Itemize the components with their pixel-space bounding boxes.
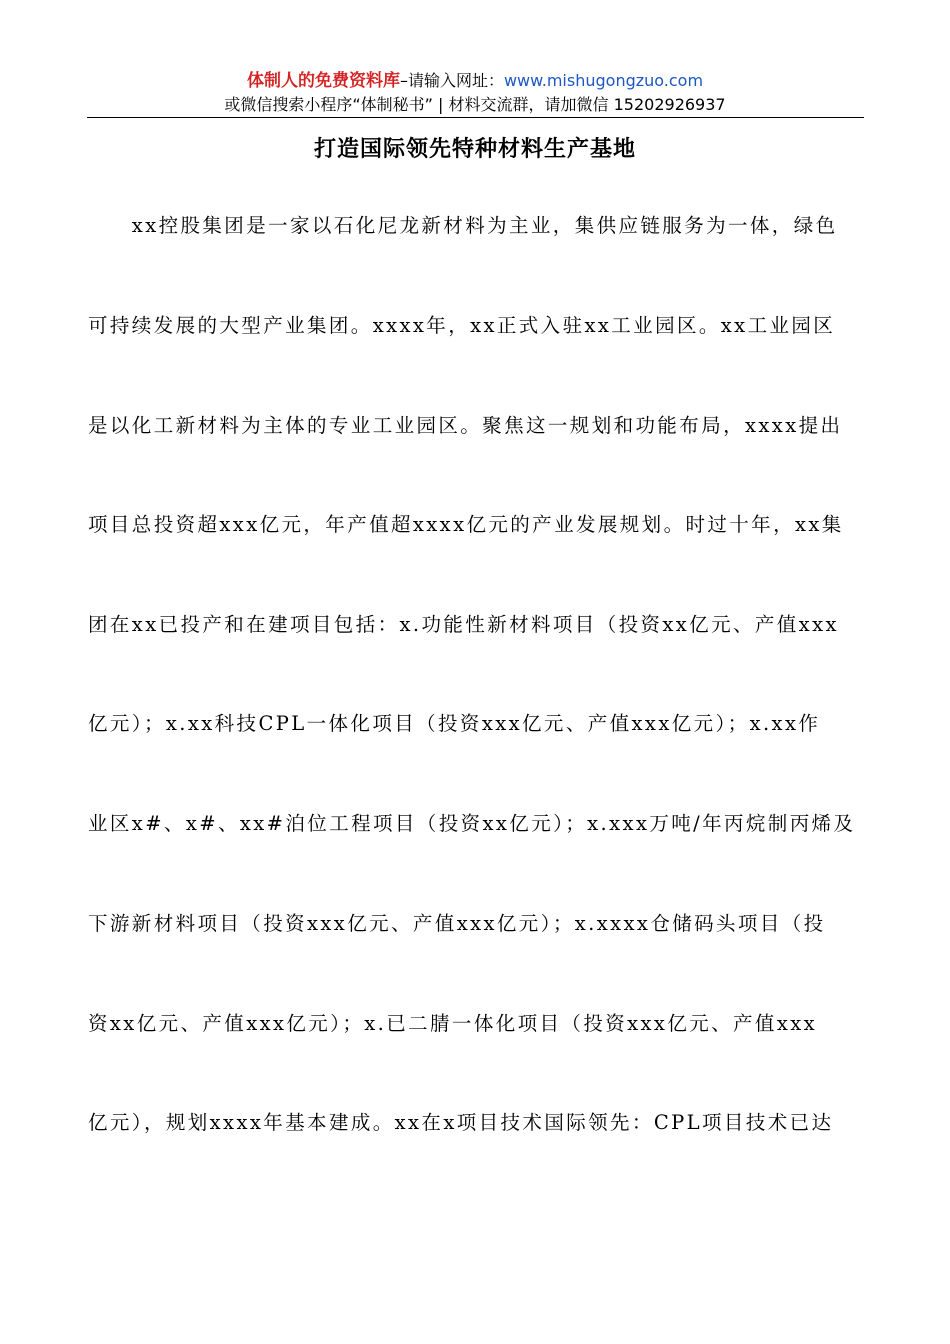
url-prompt: –请输入网址： (399, 71, 504, 90)
body-line: 亿元），规划xxxx年基本建成。xx在x项目技术国际领先：CPL项目技术已达 (88, 1111, 834, 1134)
body-line: 可持续发展的大型产业集团。xxxx年，xx正式入驻xx工业园区。xx工业园区 (88, 314, 836, 337)
header-divider (87, 117, 864, 118)
header-line-2: 或微信搜索小程序“体制秘书” | 材料交流群，请加微信 15202926937 (224, 95, 726, 114)
header-line-1 (0, 70, 950, 92)
brand-name: 体制人的免费资料库 (246, 71, 400, 91)
body-line: 资xx亿元、产值xxx亿元）；x.已二腈一体化项目（投资xxx亿元、产值xxx (88, 1012, 818, 1035)
website-link[interactable]: www.mishugongzuo.com (503, 71, 704, 90)
body-line: 是以化工新材料为主体的专业工业园区。聚焦这一规划和功能布局，xxxx提出 (88, 414, 843, 437)
body-line: 亿元）；x.xx科技CPL一体化项目（投资xxx亿元、产值xxx亿元）；x.xx作 (88, 712, 821, 735)
body-line: xx控股集团是一家以石化尼龙新材料为主业，集供应链服务为一体，绿色 (88, 214, 838, 237)
body-line: 业区x#、x#、xx#泊位工程项目（投资xx亿元）；x.xxx万吨/年丙烷制丙烯及 (88, 812, 856, 835)
document-title: 打造国际领先特种材料生产基地 (313, 136, 636, 162)
body-line: 项目总投资超xxx亿元，年产值超xxxx亿元的产业发展规划。时过十年，xx集 (88, 513, 844, 536)
body-line: 下游新材料项目（投资xxx亿元、产值xxx亿元）；x.xxxx仓储码头项目（投 (88, 912, 826, 935)
body-line: 团在xx已投产和在建项目包括：x.功能性新材料项目（投资xx亿元、产值xxx (88, 613, 839, 636)
